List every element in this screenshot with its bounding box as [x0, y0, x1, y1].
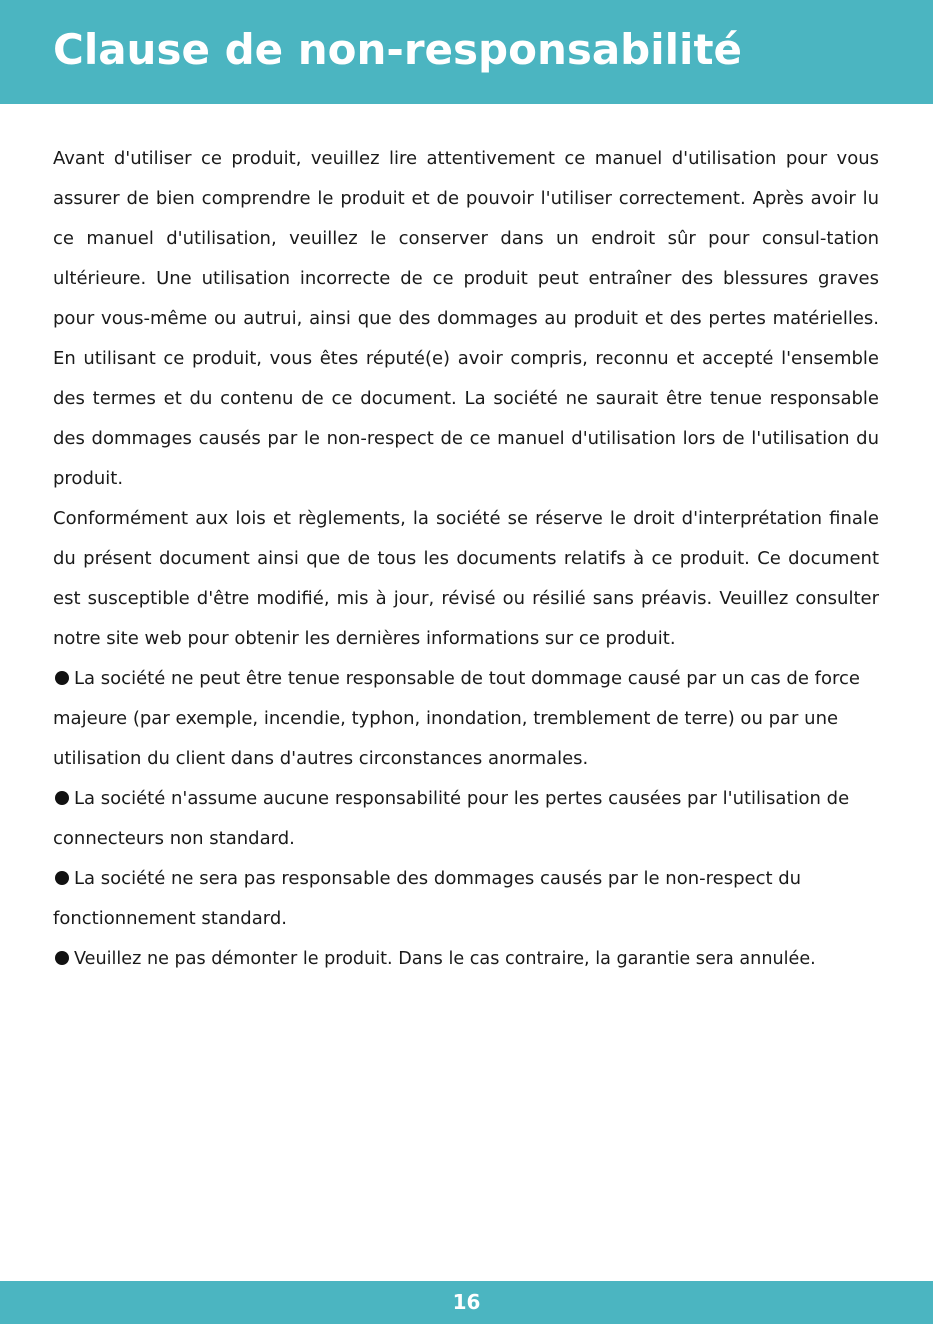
bullet-item-standard-operation	[53, 859, 879, 939]
document-body	[53, 139, 879, 979]
bullet-item-force-majeure	[53, 659, 879, 779]
paragraph-intro: Avant d'utiliser ce produit, veuillez lire attentivement ce manuel d'utilisation pour vous assurer de bien comprendre le produit et de pouvoir l'utiliser correctement. Après avoir lu ce manuel d'utilisation, veuillez le conserver dans un endroit sûr pour consul-tation ultérieure. Une utilisation incorrecte de ce produit peut entraîner des blessures graves pour vous-même ou autrui, ainsi que des dommages au produit et des pertes matérielles. En utilisant ce produit, vous êtes réputé(e) avoir compris, reconnu et accepté l'ensemble des termes et du contenu de ce document. La société ne saurait être tenue responsable des dommages causés par le non-respect de ce manuel d'utilisation lors de l'utilisation du produit.	[53, 148, 879, 489]
bullet-text: Veuillez ne pas démonter le produit. Dans le cas contraire, la garantie sera annulée.	[74, 949, 816, 969]
bullet-text: La société n'assume aucune responsabilité pour les pertes causées par l'utilisation de connecteurs non standard.	[53, 788, 850, 849]
bullet-dot-icon	[55, 791, 69, 805]
bullet-dot-icon	[55, 671, 69, 685]
bullet-text: La société ne sera pas responsable des dommages causés par le non-respect du fonctionnement standard.	[53, 868, 802, 929]
bullet-text: La société ne peut être tenue responsable de tout dommage causé par un cas de force majeure (par exemple, incendie, typhon, inondation, tremblement de terre) ou par une utilisation du client dans d'autres circonstances anormales.	[53, 668, 860, 769]
bullet-item-warranty	[53, 939, 879, 979]
page-title: Clause de non-responsabilité	[53, 25, 743, 74]
paragraph-interpretation: Conformément aux lois et règlements, la société se réserve le droit d'interprétation finale du présent document ainsi que de tous les documents relatifs à ce produit. Ce document est susceptible d'être modifié, mis à jour, révisé ou résilié sans préavis. Veuillez consulter notre site web pour obtenir les dernières informations sur ce produit.	[53, 508, 879, 649]
page-number: 16	[452, 1290, 481, 1314]
footer-band	[0, 1281, 933, 1324]
bullet-dot-icon	[55, 871, 69, 885]
bullet-item-connectors	[53, 779, 879, 859]
header-band	[0, 0, 933, 104]
bullet-dot-icon	[55, 951, 69, 965]
